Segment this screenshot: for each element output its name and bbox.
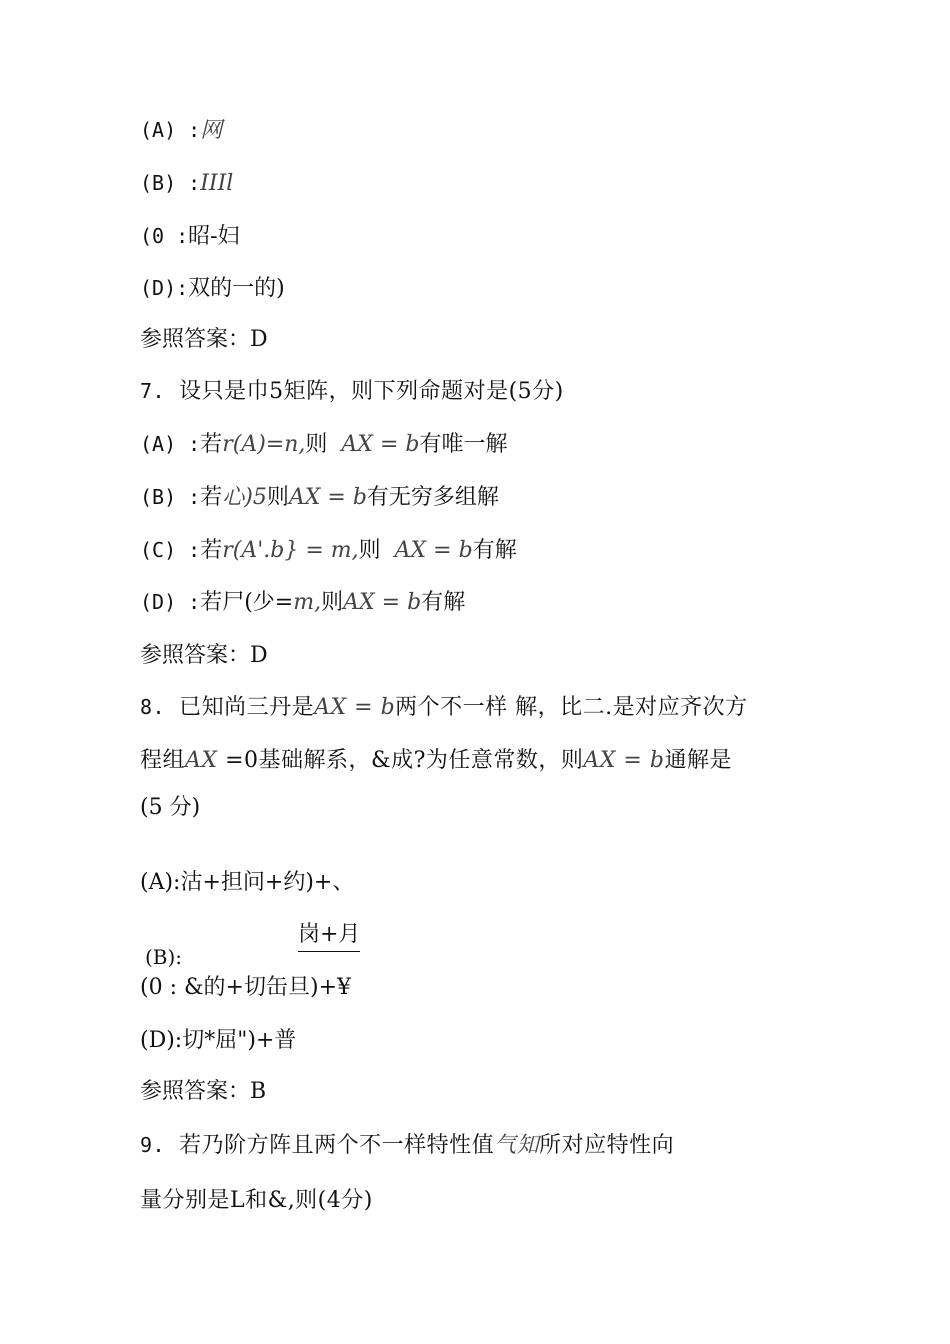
q9-line1-pre: 若乃阶方阵且两个不一样特性值 bbox=[179, 1133, 495, 1158]
q6-option-b-label: (B) : bbox=[140, 171, 201, 195]
q8-line2-math2: AX = b bbox=[583, 748, 665, 773]
q7-option-c-math2: AX = b bbox=[394, 538, 473, 563]
q7-option-c-pre: 若 bbox=[200, 538, 223, 563]
q8-number: 8. bbox=[140, 695, 166, 719]
q7-option-b-post: 有无穷多组解 bbox=[366, 485, 499, 510]
q9-number: 9. bbox=[140, 1133, 166, 1157]
q8-line2-post: 通解是 bbox=[664, 748, 732, 773]
q7-option-d-post: 有解 bbox=[421, 590, 466, 615]
q8-score: (5 分) bbox=[140, 795, 201, 820]
q8-option-d: (D):切*屈")+普 bbox=[140, 1028, 297, 1053]
q7-option-c-post: 有解 bbox=[472, 538, 517, 563]
q8-option-c: (0 : &的+切缶旦)+¥ bbox=[140, 975, 352, 1000]
q6-option-a bbox=[140, 115, 222, 146]
q6-option-d bbox=[140, 273, 285, 304]
q7-option-d-mid: 则 bbox=[321, 590, 344, 615]
q7-option-c bbox=[140, 535, 517, 566]
q7-option-a-math: r(A)=n, bbox=[222, 432, 306, 457]
q7-option-a-pre: 若 bbox=[200, 432, 223, 457]
q7-option-b-math2: AX = b bbox=[288, 485, 367, 510]
q8-option-b-fraction: 岗+月 bbox=[298, 920, 360, 952]
q7-option-b-mid: 则 bbox=[266, 485, 289, 510]
q8-line2-mid: =0基础解系，&成?为任意常数，则 bbox=[225, 748, 584, 773]
q6-answer: 参照答案：D bbox=[140, 327, 268, 352]
q7-option-c-mid: 则 bbox=[358, 538, 381, 563]
q7-text: 设只是巾5矩阵，则下列命题对是(5分) bbox=[179, 379, 564, 404]
q7-option-d bbox=[140, 587, 465, 618]
q7-option-a bbox=[140, 429, 508, 460]
q6-option-c-text: 昭-妇 bbox=[188, 224, 240, 249]
q7-option-b-label: (B) : bbox=[140, 485, 201, 509]
q7-option-d-math2: AX = b bbox=[343, 590, 422, 615]
q6-option-c-label: (0 : bbox=[140, 224, 189, 248]
q6-option-d-label: (D): bbox=[140, 276, 189, 300]
q7-option-a-mid: 则 bbox=[305, 432, 328, 457]
q8-line2-math: AX bbox=[185, 748, 218, 773]
q7-option-d-label: (D) : bbox=[140, 590, 201, 614]
q9-stem-line1 bbox=[140, 1130, 674, 1161]
q7-option-d-math: m, bbox=[293, 590, 322, 615]
q7-option-a-post: 有唯一解 bbox=[419, 432, 508, 457]
q7-option-b-pre: 若 bbox=[200, 485, 223, 510]
q8-stem-line2 bbox=[140, 746, 732, 776]
q7-option-c-label: (C) : bbox=[140, 538, 201, 562]
q9-line1-post: 所对应特性向 bbox=[539, 1133, 675, 1158]
q9-line1-math: 气知 bbox=[494, 1133, 540, 1158]
q7-number: 7. bbox=[140, 379, 166, 403]
q7-option-c-math: r(A'.b} = m, bbox=[222, 538, 359, 563]
q8-line2-pre: 程组 bbox=[140, 748, 186, 773]
q6-option-d-text: 双的一的) bbox=[188, 276, 285, 301]
q8-line1-post: 两个不一样 解，比二.是对应齐次方 bbox=[395, 695, 748, 720]
q6-option-b bbox=[140, 168, 233, 199]
q8-option-a: (A):沽+担问+约)+、 bbox=[140, 870, 355, 895]
q8-answer: 参照答案：B bbox=[140, 1079, 267, 1104]
q7-option-d-pre: 若尸(少= bbox=[200, 590, 294, 615]
q8-stem-line1 bbox=[140, 692, 748, 723]
q7-stem bbox=[140, 376, 564, 407]
q6-option-a-text: 网 bbox=[200, 118, 223, 143]
q6-option-c bbox=[140, 221, 240, 252]
q9-stem-line2: 量分别是L和&,则(4分) bbox=[140, 1188, 373, 1213]
q7-option-a-math2: AX = b bbox=[341, 432, 420, 457]
q8-line1-pre: 已知尚三丹是 bbox=[179, 695, 315, 720]
q8-option-b-label: (B): bbox=[145, 945, 183, 969]
q6-option-b-text: IIIl bbox=[200, 171, 234, 196]
q8-line1-math: AX = b bbox=[314, 695, 396, 720]
q6-option-a-label: (A) : bbox=[140, 118, 201, 142]
q7-option-a-label: (A) : bbox=[140, 432, 201, 456]
q7-option-b-math: 心)5 bbox=[222, 485, 267, 510]
q7-answer: 参照答案：D bbox=[140, 643, 268, 668]
q7-option-b bbox=[140, 482, 499, 513]
